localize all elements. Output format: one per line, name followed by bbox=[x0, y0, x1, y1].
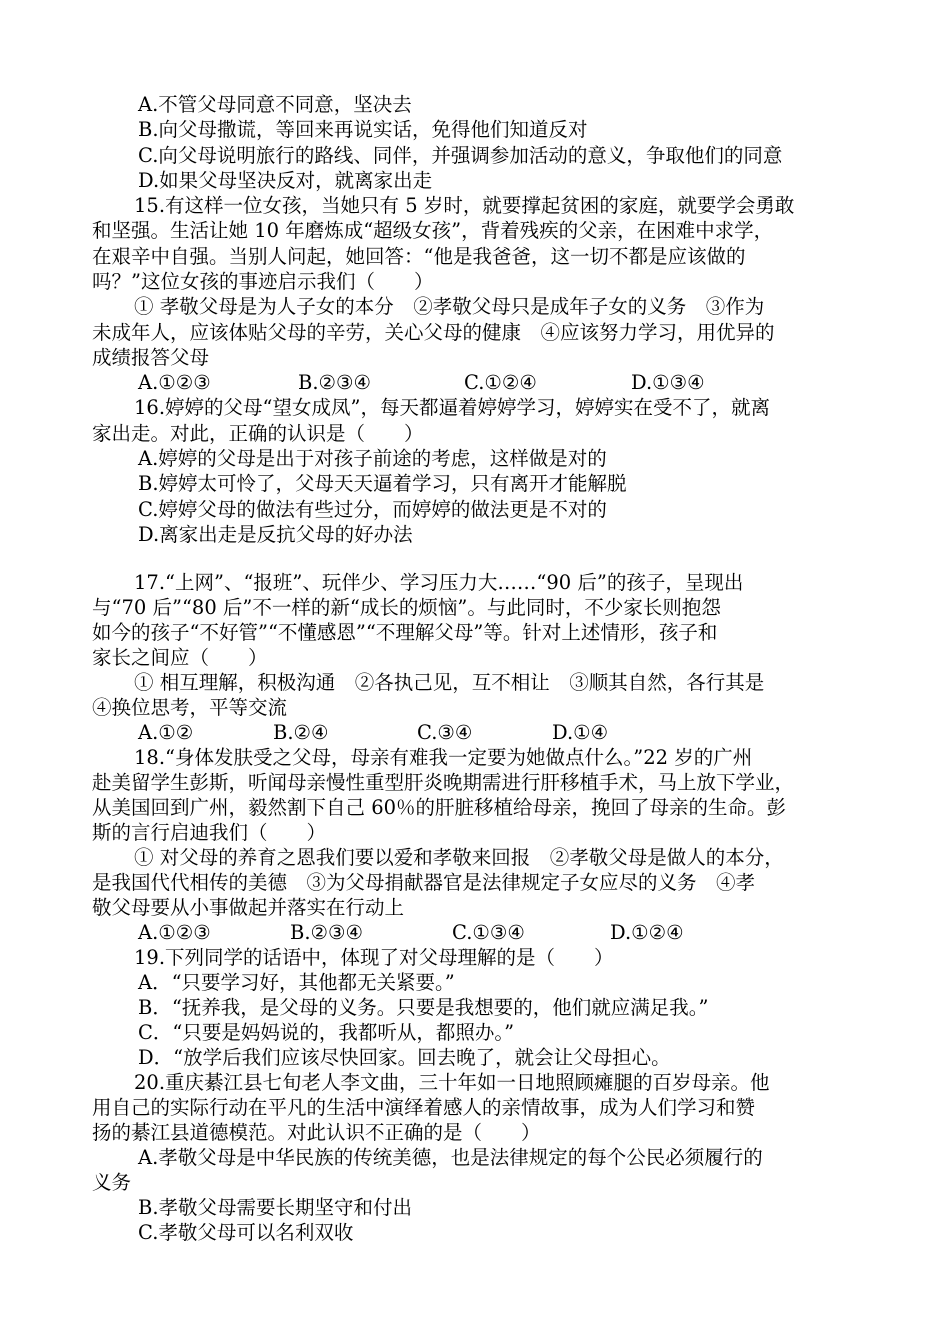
q18-stem-line-4: 斯的言行启迪我们（ ） bbox=[92, 821, 327, 844]
q18-stem-line-2: 赴美留学生彭斯，听闻母亲慢性重型肝炎晚期需进行肝移植手术，马上放下学业， bbox=[92, 771, 795, 794]
q18-statements-line-3: 敬父母要从小事做起并落实在行动上 bbox=[92, 896, 405, 919]
q19-stem: 19.下列同学的话语中，体现了对父母理解的是（ ） bbox=[134, 946, 614, 969]
q17-statements-line-1: ① 相互理解，积极沟通 ②各执己见，互不相让 ③顺其自然，各行其是 bbox=[134, 671, 765, 694]
q16-option-d: D.离家出走是反抗父母的好办法 bbox=[138, 523, 413, 546]
q18-stem-line-1: 18.“身体发肤受之父母，母亲有难我一定要为她做点什么。”22 岁的广州 bbox=[134, 746, 753, 769]
q16-stem-line-2: 家出走。对此，正确的认识是（ ） bbox=[92, 422, 424, 445]
q15-choice-d: D.①③④ bbox=[631, 371, 705, 394]
q17-stem-line-2: 与“70 后”“80 后”不一样的新“成长的烦恼”。与此同时，不少家长则抱怨 bbox=[92, 596, 721, 619]
q17-statements-line-2: ④换位思考，平等交流 bbox=[92, 696, 288, 719]
q18-stem-line-3: 从美国回到广州，毅然割下自己 60％的肝脏移植给母亲，挽回了母亲的生命。彭 bbox=[92, 796, 787, 819]
q19-option-a: A．“只要学习好，其他都无关紧要。” bbox=[138, 971, 455, 994]
q16-stem-line-1: 16.婷婷的父母“望女成凤”，每天都逼着婷婷学习，婷婷实在受不了，就离 bbox=[134, 396, 770, 419]
q17-choice-b: B.②④ bbox=[273, 721, 329, 744]
q15-stem-line-3: 在艰辛中自强。当别人问起，她回答：“他是我爸爸，这一切不都是应该做的 bbox=[92, 245, 746, 268]
q17-choice-a: A.①② bbox=[138, 721, 194, 744]
q16-option-b: B.婷婷太可怜了，父母天天逼着学习，只有离开才能解脱 bbox=[138, 472, 627, 495]
q15-stem-line-1: 15.有这样一位女孩，当她只有 5 岁时，就要撑起贫困的家庭，就要学会勇敢 bbox=[134, 194, 795, 217]
q16-option-a: A.婷婷的父母是出于对孩子前途的考虑，这样做是对的 bbox=[138, 447, 607, 470]
q16-option-c: C.婷婷父母的做法有些过分，而婷婷的做法更是不对的 bbox=[138, 498, 607, 521]
q18-choice-c: C.①③④ bbox=[452, 921, 525, 944]
q20-stem-line-3: 扬的綦江县道德模范。对此认识不正确的是（ ） bbox=[92, 1121, 541, 1144]
q20-option-c: C.孝敬父母可以名利双收 bbox=[138, 1221, 354, 1244]
q14-option-c: C.向父母说明旅行的路线、同伴，并强调参加活动的意义，争取他们的同意 bbox=[138, 144, 783, 167]
q18-choice-d: D.①②④ bbox=[610, 921, 684, 944]
q17-choice-d: D.①④ bbox=[552, 721, 609, 744]
q15-choice-b: B.②③④ bbox=[298, 371, 371, 394]
q15-statements-line-1: ① 孝敬父母是为人子女的本分 ②孝敬父母只是成年子女的义务 ③作为 bbox=[134, 295, 765, 318]
q15-statements-line-2: 未成年人，应该体贴父母的辛劳，关心父母的健康 ④应该努力学习，用优异的 bbox=[92, 321, 775, 344]
q19-option-c: C．“只要是妈妈说的，我都听从，都照办。” bbox=[138, 1021, 515, 1044]
q20-option-a-continued: 义务 bbox=[92, 1171, 132, 1194]
q14-option-a: A.不管父母同意不同意，坚决去 bbox=[138, 93, 412, 116]
q20-option-a: A.孝敬父母是中华民族的传统美德，也是法律规定的每个公民必须履行的 bbox=[138, 1146, 763, 1169]
q17-stem-line-4: 家长之间应（ ） bbox=[92, 646, 268, 669]
q19-option-d: D．“放学后我们应该尽快回家。回去晚了，就会让父母担心。 bbox=[138, 1046, 671, 1069]
q18-choice-a: A.①②③ bbox=[138, 921, 211, 944]
q15-stem-line-4: 吗？”这位女孩的事迹启示我们（ ） bbox=[92, 270, 434, 293]
q14-option-d: D.如果父母坚决反对，就离家出走 bbox=[138, 169, 433, 192]
q14-option-b: B.向父母撒谎，等回来再说实话，免得他们知道反对 bbox=[138, 118, 588, 141]
q15-choice-a: A.①②③ bbox=[138, 371, 211, 394]
q15-stem-line-2: 和坚强。生活让她 10 年磨炼成“超级女孩”，背着残疾的父亲，在困难中求学， bbox=[92, 219, 774, 242]
q20-stem-line-2: 用自己的实际行动在平凡的生活中演绎着感人的亲情故事，成为人们学习和赞 bbox=[92, 1096, 756, 1119]
q17-stem-line-3: 如今的孩子“不好管”“不懂感恩”“不理解父母”等。针对上述情形，孩子和 bbox=[92, 621, 718, 644]
q15-statements-line-3: 成绩报答父母 bbox=[92, 346, 210, 369]
q18-statements-line-2: 是我国代代相传的美德 ③为父母捐献器官是法律规定子女应尽的义务 ④孝 bbox=[92, 871, 756, 894]
q19-option-b: B．“抚养我，是父母的义务。只要是我想要的，他们就应满足我。” bbox=[138, 996, 709, 1019]
q18-choice-b: B.②③④ bbox=[290, 921, 363, 944]
q17-choice-c: C.③④ bbox=[417, 721, 473, 744]
q20-stem-line-1: 20.重庆綦江县七旬老人李文曲，三十年如一日地照顾瘫腿的百岁母亲。他 bbox=[134, 1071, 770, 1094]
q15-choice-c: C.①②④ bbox=[464, 371, 537, 394]
q20-option-b: B.孝敬父母需要长期坚守和付出 bbox=[138, 1196, 413, 1219]
q18-statements-line-1: ① 对父母的养育之恩我们要以爱和孝敬来回报 ②孝敬父母是做人的本分， bbox=[134, 846, 784, 869]
q17-stem-line-1: 17.“上网”、“报班”、玩伴少、学习压力大……“90 后”的孩子，呈现出 bbox=[134, 571, 744, 594]
